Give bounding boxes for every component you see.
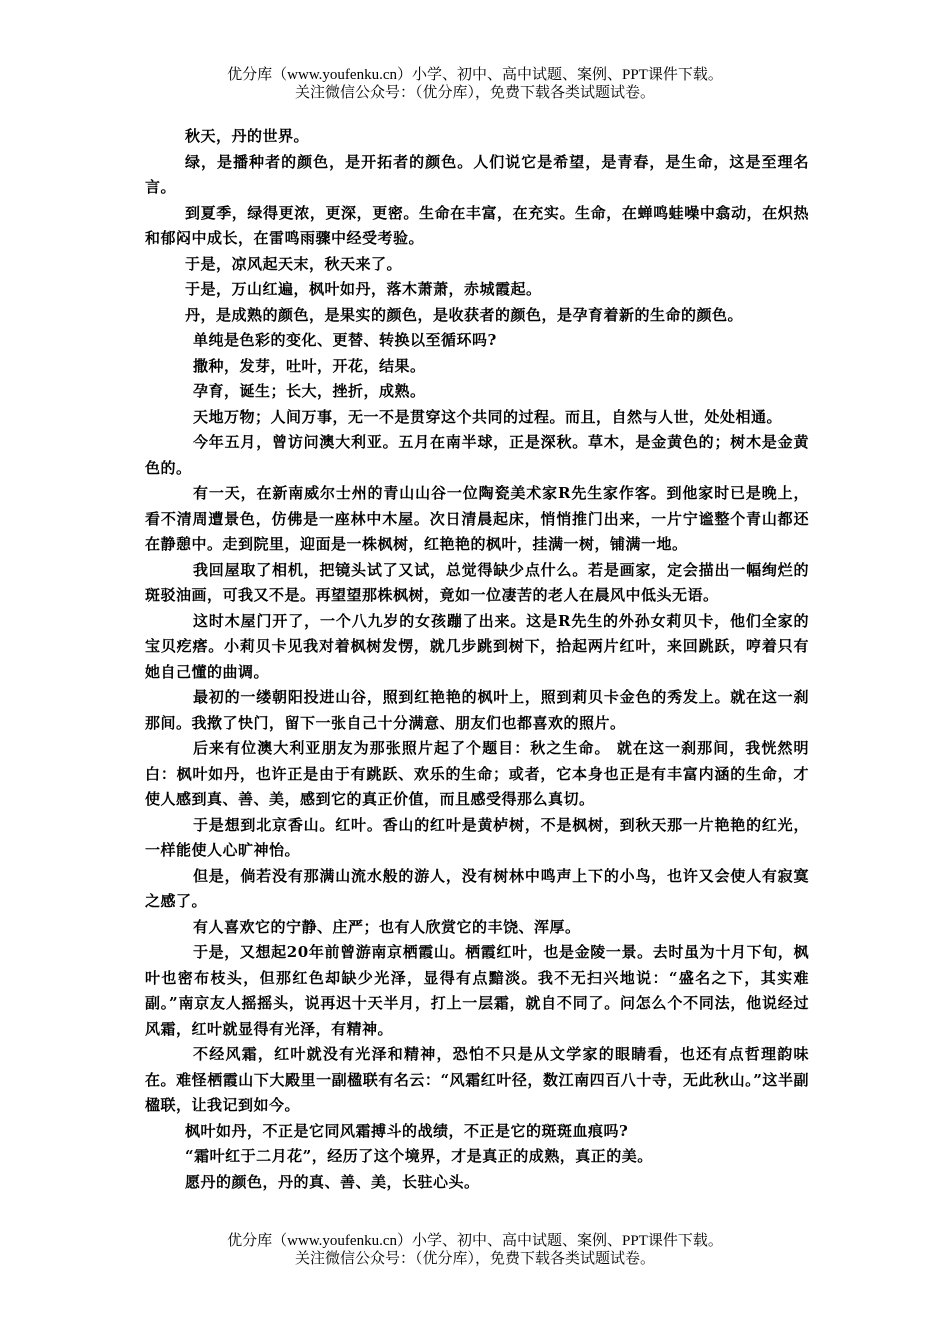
article-paragraph: 于是想到北京香山。红叶。香山的红叶是黄栌树，不是枫树，到秋天那一片艳艳的红光，一样能使人心旷神怡。	[145, 815, 809, 859]
article-paragraph: 绿，是播种者的颜色，是开拓者的颜色。人们说它是希望，是青春，是生命，这是至理名言。	[145, 152, 809, 196]
article-paragraph: 愿丹的颜色，丹的真、善、美，长驻心头。	[185, 1172, 480, 1191]
article-paragraph: 今年五月，曾访问澳大利亚。五月在南半球，正是深秋。草木，是金黄色的；树木是金黄色的。	[145, 433, 809, 477]
footer-site-line: 优分库（www.youfenku.cn）小学、初中、高中试题、案例、PPT课件下载。	[227, 1233, 723, 1249]
article-paragraph: 但是，倘若没有那满山流水般的游人，没有树林中鸣声上下的小鸟，也许又会使人有寂寞之感了。	[145, 866, 809, 910]
article-paragraph: 不经风霜，红叶就没有光泽和精神，恐怕不只是从文学家的眼睛看，也还有点哲理韵味在。难怪栖霞山下大殿里一副楹联有名云：“风霜红叶径，数江南四百八十寺，无此秋山。”这半副楹联，让我记到如今。	[145, 1045, 809, 1114]
article-paragraph: 秋天，丹的世界。	[185, 127, 310, 145]
header-site-line: 优分库（www.youfenku.cn）小学、初中、高中试题、案例、PPT课件下载。	[227, 67, 723, 83]
page-footer	[0, 1232, 950, 1268]
article-paragraph: “霜叶红于二月花”，经历了这个境界，才是真正的成熟，真正的美。	[185, 1147, 653, 1165]
article-paragraph: 单纯是色彩的变化、更替、转换以至循环吗?	[193, 331, 497, 349]
article-paragraph: 有人喜欢它的宁静、庄严；也有人欣赏它的丰饶、浑厚。	[193, 917, 581, 936]
header-wechat-line: 关注微信公众号：（优分库），免费下载各类试题试卷。	[294, 85, 655, 101]
article-paragraph: 于是，凉风起天末，秋天来了。	[185, 254, 403, 273]
article-body	[145, 124, 809, 1195]
article-paragraph: 枫叶如丹，不正是它同风霜搏斗的战绩，不正是它的斑斑血痕吗?	[185, 1121, 629, 1140]
article-paragraph: 孕育，诞生；长大，挫折，成熟。	[193, 382, 426, 400]
article-paragraph: 到夏季，绿得更浓，更深，更密。生命在丰富，在充实。生命，在蝉鸣蛙噪中翕动，在炽热和郁闷中成长，在雷鸣雨骤中经受考验。	[145, 203, 809, 247]
article-paragraph: 有一天，在新南威尔士州的青山山谷一位陶瓷美术家R先生家作客。到他家时已是晚上，看不清周遭景色，仿佛是一座林中木屋。次日清晨起床，悄悄推门出来，一片宁谧整个青山都还在静憩中。走到院里，迎面是一株枫树，红艳艳的枫叶，挂满一树，铺满一地。	[145, 484, 809, 553]
article-paragraph: 撒种，发芽，吐叶，开花，结果。	[193, 356, 426, 375]
article-paragraph: 丹，是成熟的颜色，是果实的颜色，是收获者的颜色，是孕育着新的生命的颜色。	[185, 305, 744, 324]
article-paragraph: 这时木屋门开了，一个八九岁的女孩蹦了出来。这是R先生的外孙女莉贝卡，他们全家的宝贝疙瘩。小莉贝卡见我对着枫树发愣，就几步跳到树下，拾起两片红叶，来回跳跃，哼着只有她自己懂的曲调。	[145, 611, 809, 681]
page-header	[0, 66, 950, 102]
article-paragraph: 天地万物；人间万事，无一不是贯穿这个共同的过程。而且，自然与人世，处处相通。	[193, 407, 783, 426]
article-paragraph: 最初的一缕朝阳投进山谷，照到红艳艳的枫叶上，照到莉贝卡金色的秀发上。就在这一刹那间。我揿了快门，留下一张自己十分满意、朋友们也都喜欢的照片。	[145, 688, 809, 732]
article-paragraph: 后来有位澳大利亚朋友为那张照片起了个题目：秋之生命。 就在这一刹那间，我恍然明白：枫叶如丹，也许正是由于有跳跃、欢乐的生命；或者，它本身也正是有丰富内涵的生命，才使人感到真、善、美，感到它的真正价值，而且感受得那么真切。	[145, 739, 809, 808]
footer-wechat-line: 关注微信公众号：（优分库），免费下载各类试题试卷。	[294, 1251, 655, 1267]
article-paragraph: 于是，万山红遍，枫叶如丹，落木萧萧，赤城霞起。	[185, 280, 542, 298]
article-paragraph: 于是，又想起20年前曾游南京栖霞山。栖霞红叶，也是金陵一景。去时虽为十月下旬，枫叶也密布枝头，但那红色却缺少光泽，显得有点黯淡。我不无扫兴地说：“盛名之下，其实难副。”南京友人摇摇头，说再迟十天半月，打上一层霜，就自不同了。问怎么个不同法，他说经过风霜，红叶就显得有光泽，有精神。	[145, 943, 809, 1038]
article-paragraph: 我回屋取了相机，把镜头试了又试，总觉得缺少点什么。若是画家，定会描出一幅绚烂的斑驳油画，可我又不是。再望望那株枫树，竟如一位凄苦的老人在晨风中低头无语。	[145, 560, 809, 604]
